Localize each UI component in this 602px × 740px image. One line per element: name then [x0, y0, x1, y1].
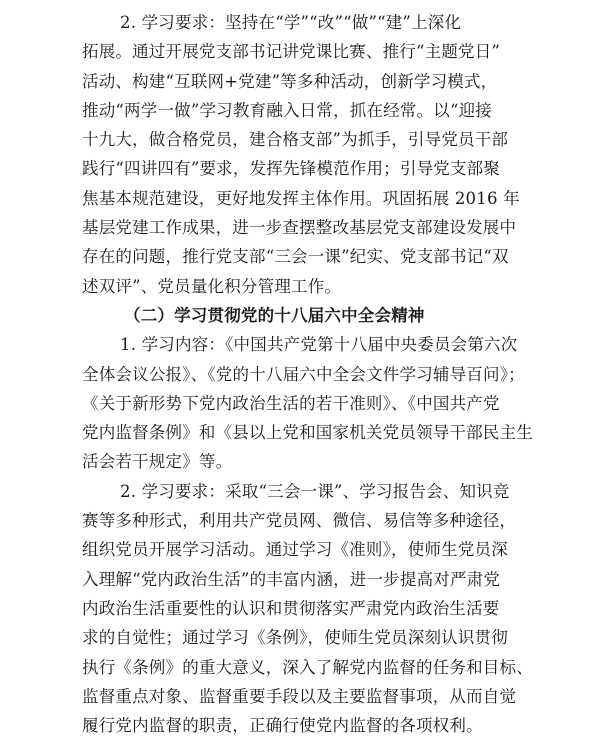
section-heading: （二）学习贯彻党的十八届六中全会精神 [124, 305, 425, 325]
paragraph-line: 全体会议公报》、《党的十八届六中全会文件学习辅导百问》； [82, 364, 525, 384]
paragraph-line: 活动、构建“互联网+党建”等多种活动，创新学习模式， [82, 71, 498, 91]
paragraph-line: 履行党内监督的职责，正确行使党内监督的各项权利。 [82, 716, 483, 736]
paragraph-line: 述双评”、党员量化积分管理工作。 [82, 276, 342, 296]
paragraph-line: 基层党建工作成果，进一步查摆整改基层党支部建设发展中 [82, 218, 517, 238]
paragraph-line: 存在的问题，推行党支部“三会一课”纪实、党支部书记“双 [82, 247, 509, 267]
paragraph-line: 2. 学习要求：采取“三会一课”、学习报告会、知识竞 [120, 481, 510, 501]
paragraph-line: 十九大，做合格党员，建合格支部”为抓手，引导党员干部 [82, 130, 509, 150]
paragraph-line: 内政治生活重要性的认识和贯彻落实严肃党内政治生活要 [82, 598, 500, 618]
paragraph-line: 组织党员开展学习活动。通过学习《准则》，使师生党员深 [82, 540, 508, 560]
paragraph-line: 赛等多种形式，利用共产党员网、微信、易信等多种途径， [82, 511, 517, 531]
paragraph-line: 求的自觉性；通过学习《条例》，使师生党员深刻认识贯彻 [82, 628, 508, 648]
paragraph-line: 《关于新形势下党内政治生活的若干准则》、《中国共产党 [82, 393, 500, 413]
paragraph-line: 1. 学习内容：《中国共产党第十八届中央委员会第六次 [120, 335, 518, 355]
paragraph-line: 监督重点对象、监督重要手段以及主要监督事项，从而自觉 [82, 686, 517, 706]
paragraph-line: 推动“两学一做”学习教育融入日常，抓在经常。以“迎接 [82, 100, 493, 120]
paragraph-line: 拓展。通过开展党支部书记讲党课比赛、推行“主题党日” [82, 42, 501, 62]
paragraph-line: 焦基本规范建设，更好地发挥主体作用。巩固拓展 2016 年 [82, 188, 520, 208]
paragraph-line: 践行“四讲四有”要求，发挥先锋模范作用；引导党支部聚 [82, 159, 501, 179]
paragraph-line: 党内监督条例》和《县以上党和国家机关党员领导干部民主生 [82, 423, 533, 443]
paragraph-line: 2. 学习要求：坚持在“学”“改”“做”“建”上深化 [120, 13, 462, 32]
paragraph-line: 执行《条例》的重大意义，深入了解党内监督的任务和目标、 [82, 657, 533, 677]
paragraph-line: 活会若干规定》等。 [82, 452, 233, 472]
paragraph-line: 入理解“党内政治生活”的丰富内涵，进一步提高对严肃党 [82, 569, 501, 589]
